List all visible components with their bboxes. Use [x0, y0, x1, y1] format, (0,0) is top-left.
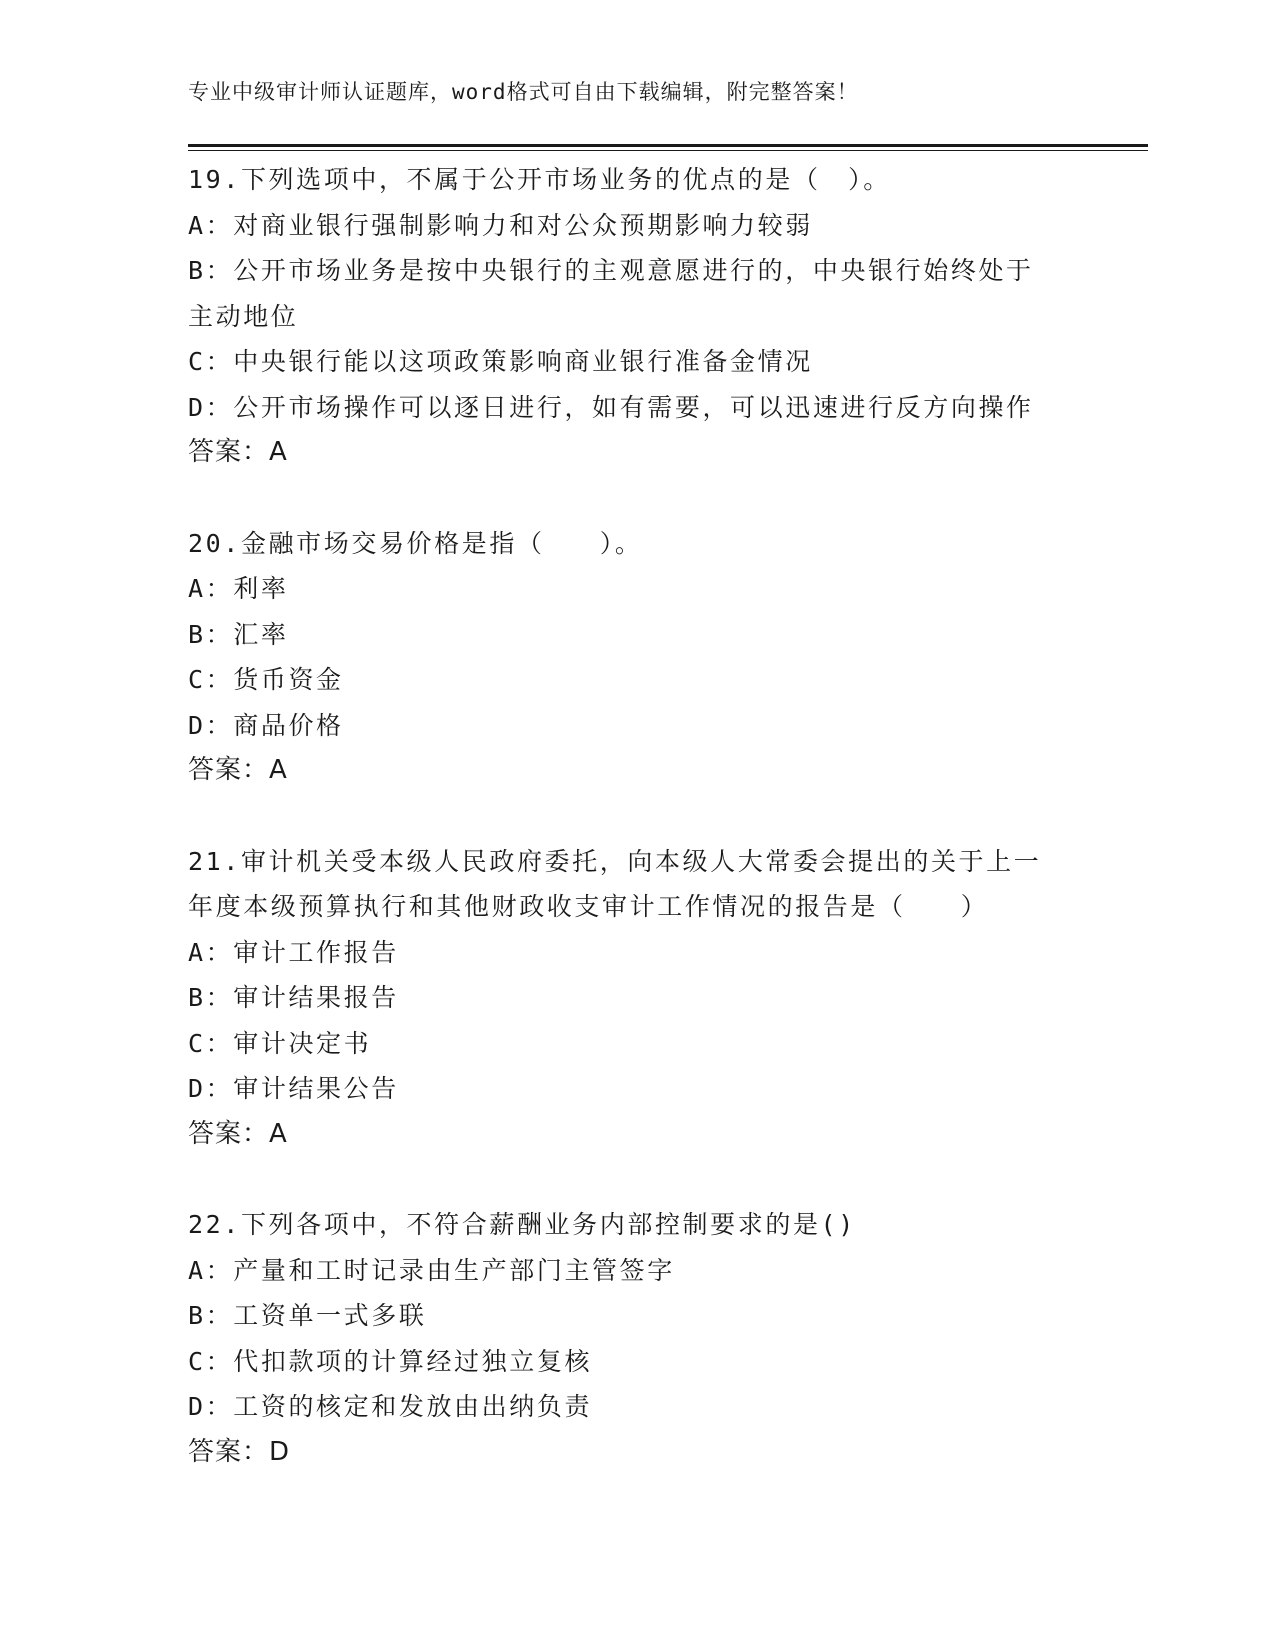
page-header: 专业中级审计师认证题库，word格式可自由下载编辑，附完整答案！	[188, 80, 859, 104]
question-19	[188, 157, 1068, 476]
question-stem: 22.下列各项中，不符合薪酬业务内部控制要求的是()	[188, 1210, 856, 1239]
option-a: A：利率	[188, 574, 289, 603]
question-stem-continued: 年度本级预算执行和其他财政收支审计工作情况的报告是（ ）	[188, 892, 989, 921]
option-b-continued: 主动地位	[188, 301, 299, 331]
question-stem: 20.金融市场交易价格是指（ ）。	[188, 528, 643, 558]
option-d: D：商品价格	[188, 710, 344, 740]
question-22	[188, 1202, 1068, 1475]
answer: 答案：A	[188, 437, 288, 467]
option-b: B：工资单一式多联	[188, 1301, 427, 1330]
option-b: B：审计结果报告	[188, 983, 399, 1012]
option-b: B：汇率	[188, 619, 289, 649]
header-rule-thick	[188, 144, 1148, 147]
option-d: D：审计结果公告	[188, 1074, 399, 1103]
answer: 答案：A	[188, 755, 288, 785]
option-c: C：货币资金	[188, 665, 344, 694]
question-list	[188, 157, 1068, 1520]
answer: 答案：A	[188, 1118, 288, 1149]
option-a: A：对商业银行强制影响力和对公众预期影响力较弱	[188, 210, 813, 240]
question-stem: 21.审计机关受本级人民政府委托，向本级人大常委会提出的关于上一	[188, 846, 1042, 876]
header-rule-thin	[188, 150, 1148, 151]
option-c: C：审计决定书	[188, 1028, 372, 1058]
option-a: A：审计工作报告	[188, 937, 399, 967]
answer: 答案：D	[188, 1436, 291, 1467]
option-a: A：产量和工时记录由生产部门主管签字	[188, 1255, 675, 1285]
option-c: C：中央银行能以这项政策影响商业银行准备金情况	[188, 347, 813, 376]
question-21	[188, 839, 1068, 1158]
question-stem: 19.下列选项中，不属于公开市场业务的优点的是（ ）。	[188, 165, 891, 194]
option-b: B：公开市场业务是按中央银行的主观意愿进行的，中央银行始终处于	[188, 256, 1034, 285]
question-20	[188, 521, 1068, 794]
option-d: D：公开市场操作可以逐日进行，如有需要，可以迅速进行反方向操作	[188, 392, 1034, 422]
option-d: D：工资的核定和发放由出纳负责	[188, 1392, 593, 1421]
option-c: C：代扣款项的计算经过独立复核	[188, 1346, 593, 1376]
